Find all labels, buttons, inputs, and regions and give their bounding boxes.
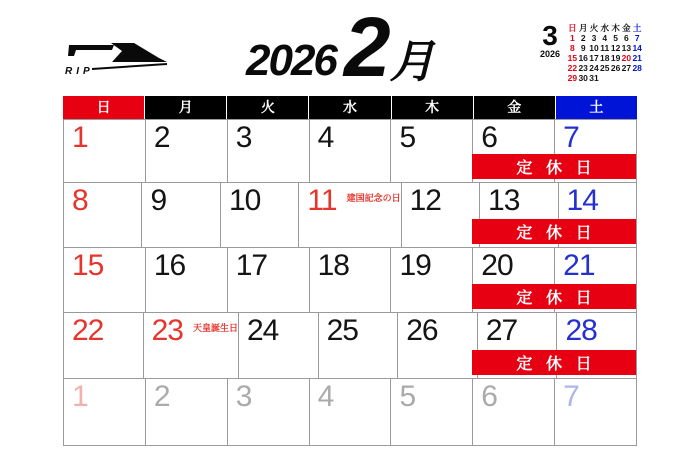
closed-banner: 定休日 (472, 154, 636, 179)
mini-week-row (567, 33, 643, 43)
mini-date-cell: 2 (580, 33, 586, 43)
mini-date-cell: 10 (589, 43, 599, 53)
date-number: 6 (481, 380, 497, 413)
calendar-week-row (64, 312, 636, 378)
mini-weekday-cell: 土 (632, 23, 642, 33)
date-cell (64, 183, 141, 247)
date-number: 2 (153, 380, 170, 413)
mini-date-cell: 5 (613, 33, 618, 43)
date-number: 14 (566, 184, 598, 217)
date-number: 21 (563, 249, 595, 282)
date-number: 17 (235, 249, 268, 282)
date-number: 7 (563, 121, 579, 154)
mini-month-number: 3 (542, 20, 558, 51)
mini-week-row (567, 73, 643, 83)
date-cell (390, 120, 472, 182)
mini-date-cell: 11 (600, 43, 610, 53)
date-number: 16 (153, 249, 186, 282)
date-number: 18 (317, 249, 349, 282)
date-number: 25 (326, 314, 358, 347)
closed-banner: 定休日 (472, 284, 636, 309)
closed-banner: 定休日 (472, 350, 636, 375)
mini-date-cell: 31 (589, 73, 599, 83)
page-title (246, 0, 435, 94)
mini-date-cell: 22 (567, 63, 578, 73)
mini-weekday-cell: 火 (589, 23, 599, 33)
mini-date-cell: 20 (621, 53, 632, 63)
title-month-number: 2 (343, 0, 388, 94)
weekday-header-cell: 火 (226, 96, 308, 119)
mini-date-cell: 19 (610, 53, 621, 63)
date-number: 13 (488, 184, 520, 217)
mini-date-cell: 29 (567, 73, 578, 83)
date-number: 27 (485, 314, 518, 347)
date-number: 10 (228, 184, 261, 217)
mini-date-cell: 21 (632, 53, 642, 63)
date-number: 3 (235, 380, 252, 413)
date-number: 4 (317, 380, 334, 413)
date-cell (397, 313, 477, 378)
mini-date-cell: 23 (578, 63, 588, 73)
title-year: 2026 (246, 35, 336, 85)
date-number: 19 (399, 249, 431, 282)
mini-date-cell: 14 (632, 43, 642, 53)
mini-date-cell: 15 (567, 53, 578, 63)
mini-date-cell: 12 (610, 43, 621, 53)
date-number: 5 (399, 121, 416, 154)
mini-weekday-cell: 月 (578, 23, 588, 33)
mini-weekday-cell: 水 (600, 23, 610, 33)
mini-date-cell: 13 (621, 43, 632, 53)
date-cell (318, 313, 398, 378)
weekday-header-cell: 日 (63, 96, 144, 119)
rip-logo-text: RIP (65, 66, 94, 77)
date-number: 20 (481, 249, 513, 282)
date-cell (390, 379, 472, 445)
rip-logo-graphic (64, 36, 172, 80)
mini-date-cell: 27 (621, 63, 632, 73)
title-month-unit: 月 (389, 35, 435, 87)
mini-date-cell (632, 73, 643, 83)
main-calendar (63, 96, 637, 446)
mini-calendar-grid (567, 23, 643, 83)
date-cell (64, 248, 145, 312)
date-cell (472, 379, 554, 445)
date-number: 5 (399, 380, 416, 413)
mini-date-cell: 4 (602, 33, 608, 43)
date-cell (145, 120, 227, 182)
date-number: 22 (72, 314, 104, 347)
mini-date-cell: 6 (624, 33, 629, 43)
weekday-header-cell: 土 (555, 96, 637, 119)
date-cell (298, 183, 400, 247)
calendar-week-row (64, 247, 636, 312)
mini-month-column (536, 20, 564, 83)
mini-date-cell: 16 (578, 53, 588, 63)
mini-date-cell: 24 (589, 63, 599, 73)
date-number: 1 (72, 380, 88, 413)
date-cell (309, 120, 391, 182)
mini-date-cell: 7 (634, 33, 640, 43)
date-cell (227, 120, 309, 182)
calendar-week-row (64, 120, 636, 182)
mini-date-cell: 3 (591, 33, 597, 43)
mini-week-row (567, 53, 643, 63)
date-number: 28 (565, 314, 597, 347)
weekday-header-cell: 金 (473, 96, 555, 119)
mini-date-cell: 17 (589, 53, 599, 63)
date-cell (401, 183, 479, 247)
mini-date-cell: 8 (570, 43, 575, 53)
mini-date-cell (610, 73, 621, 83)
mini-date-cell (621, 73, 632, 83)
date-cell (64, 120, 145, 182)
date-cell (554, 379, 636, 445)
rip-logo (64, 36, 172, 80)
date-number: 4 (317, 121, 334, 154)
calendar-body (63, 119, 637, 446)
date-cell (143, 313, 238, 378)
mini-date-cell (599, 73, 610, 83)
mini-date-cell: 9 (580, 43, 586, 53)
date-number: 26 (406, 314, 438, 347)
calendar-week-row (64, 182, 636, 247)
calendar-week-row (64, 378, 636, 445)
mini-date-cell: 25 (600, 63, 610, 73)
weekday-header-cell: 木 (391, 96, 473, 119)
date-number: 8 (72, 184, 88, 217)
mini-calendar (536, 20, 643, 83)
date-cell (309, 248, 391, 312)
date-cell (309, 379, 391, 445)
weekday-header-cell: 水 (308, 96, 390, 119)
date-number: 9 (150, 184, 167, 217)
date-cell (145, 248, 227, 312)
date-number: 7 (563, 380, 579, 413)
date-number: 24 (247, 314, 279, 347)
date-cell (64, 379, 145, 445)
mini-date-cell: 1 (570, 33, 575, 43)
mini-weekday-cell: 木 (611, 23, 620, 33)
weekday-header-row (63, 96, 637, 119)
date-number: 15 (72, 249, 104, 282)
date-cell (227, 248, 309, 312)
mini-week-row (567, 43, 643, 53)
mini-weekday-row (567, 23, 643, 33)
mini-date-cell: 26 (610, 63, 621, 73)
date-cell (141, 183, 219, 247)
closed-banner: 定休日 (472, 219, 636, 244)
date-number: 6 (481, 121, 497, 154)
mini-year: 2026 (539, 48, 561, 59)
holiday-note: 建国記念の日 (346, 193, 401, 203)
date-cell (145, 379, 227, 445)
date-cell (220, 183, 298, 247)
date-cell (227, 379, 309, 445)
mini-week-row (567, 63, 643, 73)
date-cell (238, 313, 318, 378)
date-cell (64, 313, 143, 378)
date-number: 12 (409, 184, 441, 217)
mini-date-cell: 18 (600, 53, 610, 63)
weekday-header-cell: 月 (144, 96, 226, 119)
date-number: 11 (307, 184, 337, 217)
date-number: 2 (153, 121, 170, 154)
date-cell (390, 248, 472, 312)
date-number: 23 (151, 314, 183, 347)
mini-date-cell: 30 (578, 73, 588, 83)
date-number: 3 (235, 121, 252, 154)
mini-weekday-cell: 金 (622, 23, 631, 33)
holiday-note: 天皇誕生日 (192, 323, 238, 333)
mini-weekday-cell: 日 (568, 23, 577, 33)
mini-date-cell: 28 (632, 63, 642, 73)
date-number: 1 (72, 121, 88, 154)
